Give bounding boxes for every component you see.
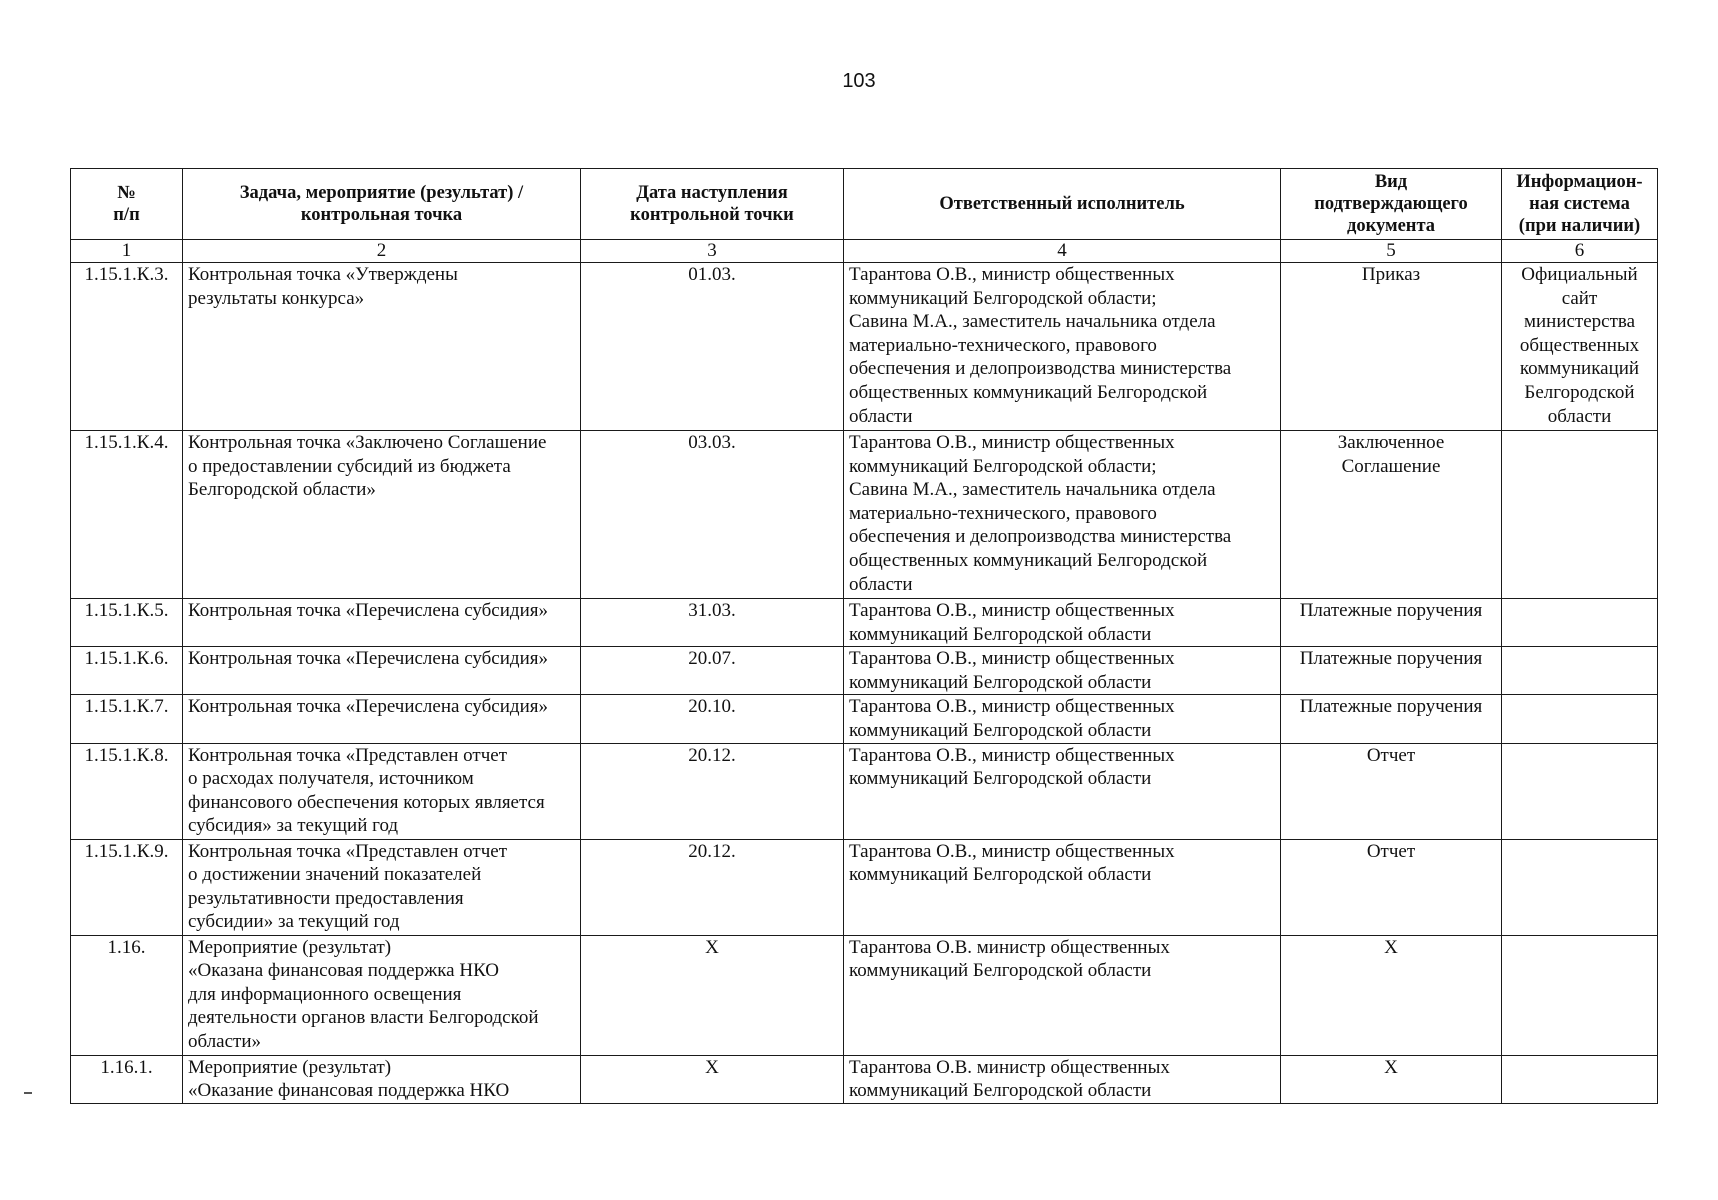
row-number: 1.15.1.К.4. (71, 431, 183, 599)
table-row (71, 935, 1658, 1055)
column-number: 4 (844, 240, 1281, 263)
row-number: 1.16.1. (71, 1055, 183, 1103)
row-executor: Тарантова О.В. министр общественных коммуникаций Белгородской области (844, 1055, 1281, 1103)
row-info-system (1502, 1055, 1658, 1103)
row-date: 31.03. (581, 599, 844, 647)
row-info-system (1502, 935, 1658, 1055)
row-date: 20.12. (581, 839, 844, 935)
row-document: Отчет (1281, 743, 1502, 839)
column-number: 1 (71, 240, 183, 263)
table-row (71, 743, 1658, 839)
row-task: Мероприятие (результат) «Оказание финансовая поддержка НКО (183, 1055, 581, 1103)
row-info-system (1502, 647, 1658, 695)
row-number: 1.16. (71, 935, 183, 1055)
header-number: № п/п (71, 169, 183, 240)
row-task: Мероприятие (результат) «Оказана финансовая поддержка НКО для информационного освещения деятельности органов власти Белгородской области» (183, 935, 581, 1055)
row-task: Контрольная точка «Заключено Соглашение о предоставлении субсидий из бюджета Белгородской области» (183, 431, 581, 599)
row-executor: Тарантова О.В., министр общественных коммуникаций Белгородской области (844, 743, 1281, 839)
row-executor: Тарантова О.В., министр общественных коммуникаций Белгородской области (844, 599, 1281, 647)
table-row (71, 695, 1658, 743)
table-row (71, 599, 1658, 647)
header-row (71, 169, 1658, 240)
column-number-row (71, 240, 1658, 263)
row-info-system (1502, 599, 1658, 647)
table-row (71, 839, 1658, 935)
column-number: 5 (1281, 240, 1502, 263)
row-info-system (1502, 431, 1658, 599)
row-task: Контрольная точка «Представлен отчет о достижении значений показателей результативности предоставления субсидии» за текущий год (183, 839, 581, 935)
header-date: Дата наступления контрольной точки (581, 169, 844, 240)
row-number: 1.15.1.К.5. (71, 599, 183, 647)
row-date: Х (581, 935, 844, 1055)
column-number: 6 (1502, 240, 1658, 263)
row-executor: Тарантова О.В., министр общественных коммуникаций Белгородской области (844, 647, 1281, 695)
row-task: Контрольная точка «Перечислена субсидия» (183, 647, 581, 695)
row-number: 1.15.1.К.7. (71, 695, 183, 743)
row-document: Платежные поручения (1281, 695, 1502, 743)
column-number: 3 (581, 240, 844, 263)
row-task: Контрольная точка «Утверждены результаты конкурса» (183, 263, 581, 431)
row-document: Платежные поручения (1281, 599, 1502, 647)
row-number: 1.15.1.К.6. (71, 647, 183, 695)
header-executor: Ответственный исполнитель (844, 169, 1281, 240)
row-number: 1.15.1.К.9. (71, 839, 183, 935)
column-number: 2 (183, 240, 581, 263)
row-document: Х (1281, 1055, 1502, 1103)
header-task: Задача, мероприятие (результат) / контрольная точка (183, 169, 581, 240)
row-date: 20.07. (581, 647, 844, 695)
row-number: 1.15.1.К.3. (71, 263, 183, 431)
table-row (71, 431, 1658, 599)
control-points-table (70, 168, 1658, 1104)
row-info-system (1502, 743, 1658, 839)
row-info-system (1502, 839, 1658, 935)
row-date: 03.03. (581, 431, 844, 599)
row-document: Платежные поручения (1281, 647, 1502, 695)
table-row (71, 647, 1658, 695)
row-executor: Тарантова О.В., министр общественных коммуникаций Белгородской области (844, 695, 1281, 743)
table-row (71, 1055, 1658, 1103)
row-document: Х (1281, 935, 1502, 1055)
row-document: Приказ (1281, 263, 1502, 431)
row-executor: Тарантова О.В. министр общественных коммуникаций Белгородской области (844, 935, 1281, 1055)
header-info-system: Информацион- ная система (при наличии) (1502, 169, 1658, 240)
row-task: Контрольная точка «Перечислена субсидия» (183, 599, 581, 647)
row-executor: Тарантова О.В., министр общественных коммуникаций Белгородской области; Савина М.А., заместитель начальника отдела материально-технического, правового обеспечения и делопроизводства министерства общественных коммуникаций Белгородской области (844, 263, 1281, 431)
row-info-system: Официальный сайт министерства общественных коммуникаций Белгородской области (1502, 263, 1658, 431)
row-date: 01.03. (581, 263, 844, 431)
row-task: Контрольная точка «Представлен отчет о расходах получателя, источником финансового обеспечения которых является субсидия» за текущий год (183, 743, 581, 839)
page-number: 103 (842, 70, 876, 92)
row-document: Отчет (1281, 839, 1502, 935)
row-task: Контрольная точка «Перечислена субсидия» (183, 695, 581, 743)
row-date: 20.10. (581, 695, 844, 743)
header-document: Вид подтверждающего документа (1281, 169, 1502, 240)
row-date: 20.12. (581, 743, 844, 839)
table-row (71, 263, 1658, 431)
scan-artifact-mark (24, 1092, 32, 1094)
row-document: Заключенное Соглашение (1281, 431, 1502, 599)
row-info-system (1502, 695, 1658, 743)
row-executor: Тарантова О.В., министр общественных коммуникаций Белгородской области; Савина М.А., заместитель начальника отдела материально-технического, правового обеспечения и делопроизводства министерства общественных коммуникаций Белгородской области (844, 431, 1281, 599)
row-executor: Тарантова О.В., министр общественных коммуникаций Белгородской области (844, 839, 1281, 935)
row-number: 1.15.1.К.8. (71, 743, 183, 839)
row-date: Х (581, 1055, 844, 1103)
